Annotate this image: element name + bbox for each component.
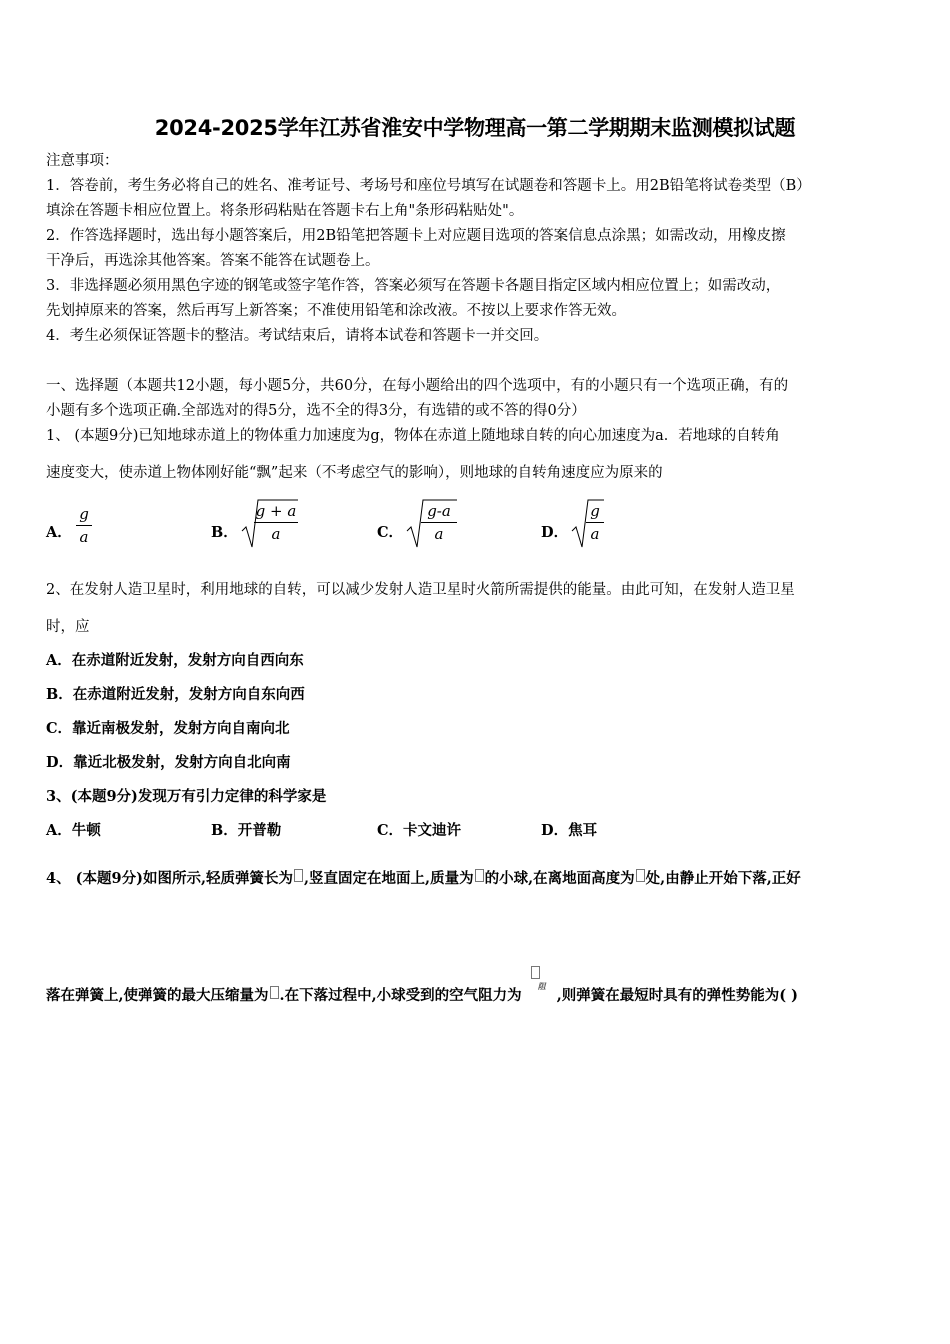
q1-stem: 1、 (本题9分)已知地球赤道上的物体重力加速度为g，物体在赤道上随地球自转的向心加速度为a．若地球的自转角 — [46, 428, 780, 444]
q2-option-a: A．在赤道附近发射，发射方向自西向东 — [46, 652, 304, 669]
q2-stem: 2、在发射人造卫星时，利用地球的自转，可以减少发射人造卫星时火箭所需提供的能量。由此可知，在发射人造卫星 — [46, 582, 795, 598]
q1-option-a-formula: g a — [76, 505, 92, 546]
subscript: 阻 — [537, 981, 546, 991]
q2-option-c: C．靠近南极发射，发射方向自南向北 — [46, 720, 290, 737]
missing-symbol-box — [475, 869, 484, 882]
section-heading-cont: 小题有多个选项正确.全部选对的得5分，选不全的得3分，有选错的或不答的得0分） — [46, 403, 586, 419]
q3-option-b: B．开普勒 — [211, 822, 282, 839]
missing-symbol-box — [270, 986, 279, 999]
notice-line: 干净后，再选涂其他答案。答案不能答在试题卷上。 — [46, 253, 380, 269]
q3-option-c: C．卡文迪许 — [377, 822, 462, 839]
missing-symbol-box — [294, 869, 303, 882]
notice-line: 3．非选择题必须用黑色字迹的钢笔或签字笔作答，答案必须写在答题卡各题目指定区域内相应位置上；如需改动， — [46, 278, 781, 294]
q4-stem-cont: 落在弹簧上,使弹簧的最大压缩量为 .在下落过程中,小球受到的空气阻力为 阻 ,则弹簧在最短时具有的弹性势能为( ) — [46, 986, 798, 1006]
q1-option-c-label: C． — [377, 524, 404, 541]
q1-stem-cont: 速度变大，使赤道上物体刚好能“飘”起来（不考虑空气的影响），则地球的自转角速度应为原来的 — [46, 465, 663, 481]
air-resistance-symbol — [527, 981, 557, 1006]
section-heading: 一、选择题（本题共12小题，每小题5分，共60分，在每小题给出的四个选项中，有的小题只有一个选项正确，有的 — [46, 378, 789, 394]
notice-heading: 注意事项： — [46, 153, 119, 169]
q2-stem-cont: 时，应 — [46, 619, 90, 635]
q1-option-a-label: A． — [46, 524, 72, 541]
notice-line: 1．答卷前，考生务必将自己的姓名、准考证号、考场号和座位号填写在试题卷和答题卡上。用2B铅笔将试卷类型（B） — [46, 178, 811, 194]
exam-page: 2024-2025学年江苏省淮安中学物理高一第二学期期末监测模拟试题 注意事项： 1．答卷前，考生务必将自己的姓名、准考证号、考场号和座位号填写在试题卷和答题卡上。用2B铅笔将试卷类型（B） 填涂在答题卡相应位置上。将条形码粘贴在答题卡右上角"条形码粘贴处"。 2．作答选择题时，选出每小题答案后，用2B铅笔把答题卡上对应题目选项的答案信息点涂黑；如需改动，用橡皮擦 干净后，再选涂其他答案。答案不能答在试题卷上。 3．非选择题必须用黑色字迹的钢笔或签字笔作答，答案必须写在答题卡各题目指定区域内相应位置上；如需改动， 先划掉原来的答案，然后再写上新答案；不准使用铅笔和涂改液。不按以上要求作答无效。 4．考生必须保证答题卡的整洁。考试结束后，请将本试卷和答题卡一并交回。 一、选择题（本题共12小题，每小题5分，共60分，在每小题给出的四个选项中，有的小题只有一个选项正确，有的 小题有多个选项正确.全部选对的得5分，选不全的得3分，有选错的或不答的得0分） 1、 (本题9分)已知地球赤道上的物体重力加速度为g，物体在赤道上随地球自转的向心加速度为a．若地球的自转角 速度变大，使赤道上物体刚好能“飘”起来（不考虑空气的影响），则地球的自转角速度应为原来的 A． g a B． g + a a C． g-a a D． g a 2、在发射人造卫星时，利用地球的自转，可以减少发射人造卫星时火箭所需提供的能量。由此可知，在发射人造卫星 时，应 A．在赤道附近发射，发射方向自西向东 B．在赤道附近发射，发射方向自东向西 C．靠近南极发射，发射方向自南向北 D．靠近北极发射，发射方向自北向南 3、(本题9分)发现万有引力定律的科学家是 A．牛顿 B．开普勒 C．卡文迪许 D．焦耳 4、 (本题9分)如图所示,轻质弹簧长为 ,竖直固定在地面上,质量为 的小球,在离地面高度为 处,由静止开始下落,正好 落在弹簧上,使弹簧的最大压缩量为 .在下落过程中,小球受到的空气阻力为 阻 ,则弹簧在最短时具有的弹性势能为( ) — [0, 0, 950, 1344]
notice-line: 填涂在答题卡相应位置上。将条形码粘贴在答题卡右上角"条形码粘贴处"。 — [46, 203, 524, 219]
notice-line: 2．作答选择题时，选出每小题答案后，用2B铅笔把答题卡上对应题目选项的答案信息点涂黑；如需改动，用橡皮擦 — [46, 228, 786, 244]
q1-option-d-label: D． — [541, 524, 569, 541]
q1-option-b-label: B． — [211, 524, 238, 541]
notice-line: 先划掉原来的答案，然后再写上新答案；不准使用铅笔和涂改液。不按以上要求作答无效。 — [46, 303, 626, 319]
q3-option-d: D．焦耳 — [541, 822, 598, 839]
q4-stem: 4、 (本题9分)如图所示,轻质弹簧长为 ,竖直固定在地面上,质量为 的小球,在离地面高度为 处,由静止开始下落,正好 — [46, 870, 801, 887]
missing-symbol-box — [636, 869, 645, 882]
q2-option-d: D．靠近北极发射，发射方向自北向南 — [46, 754, 291, 771]
notice-line: 4．考生必须保证答题卡的整洁。考试结束后，请将本试卷和答题卡一并交回。 — [46, 328, 549, 344]
page-title: 2024-2025学年江苏省淮安中学物理高一第二学期期末监测模拟试题 — [154, 116, 796, 140]
q3-option-a: A．牛顿 — [46, 822, 101, 839]
q3-stem: 3、(本题9分)发现万有引力定律的科学家是 — [46, 788, 327, 805]
q2-option-b: B．在赤道附近发射，发射方向自东向西 — [46, 686, 305, 703]
